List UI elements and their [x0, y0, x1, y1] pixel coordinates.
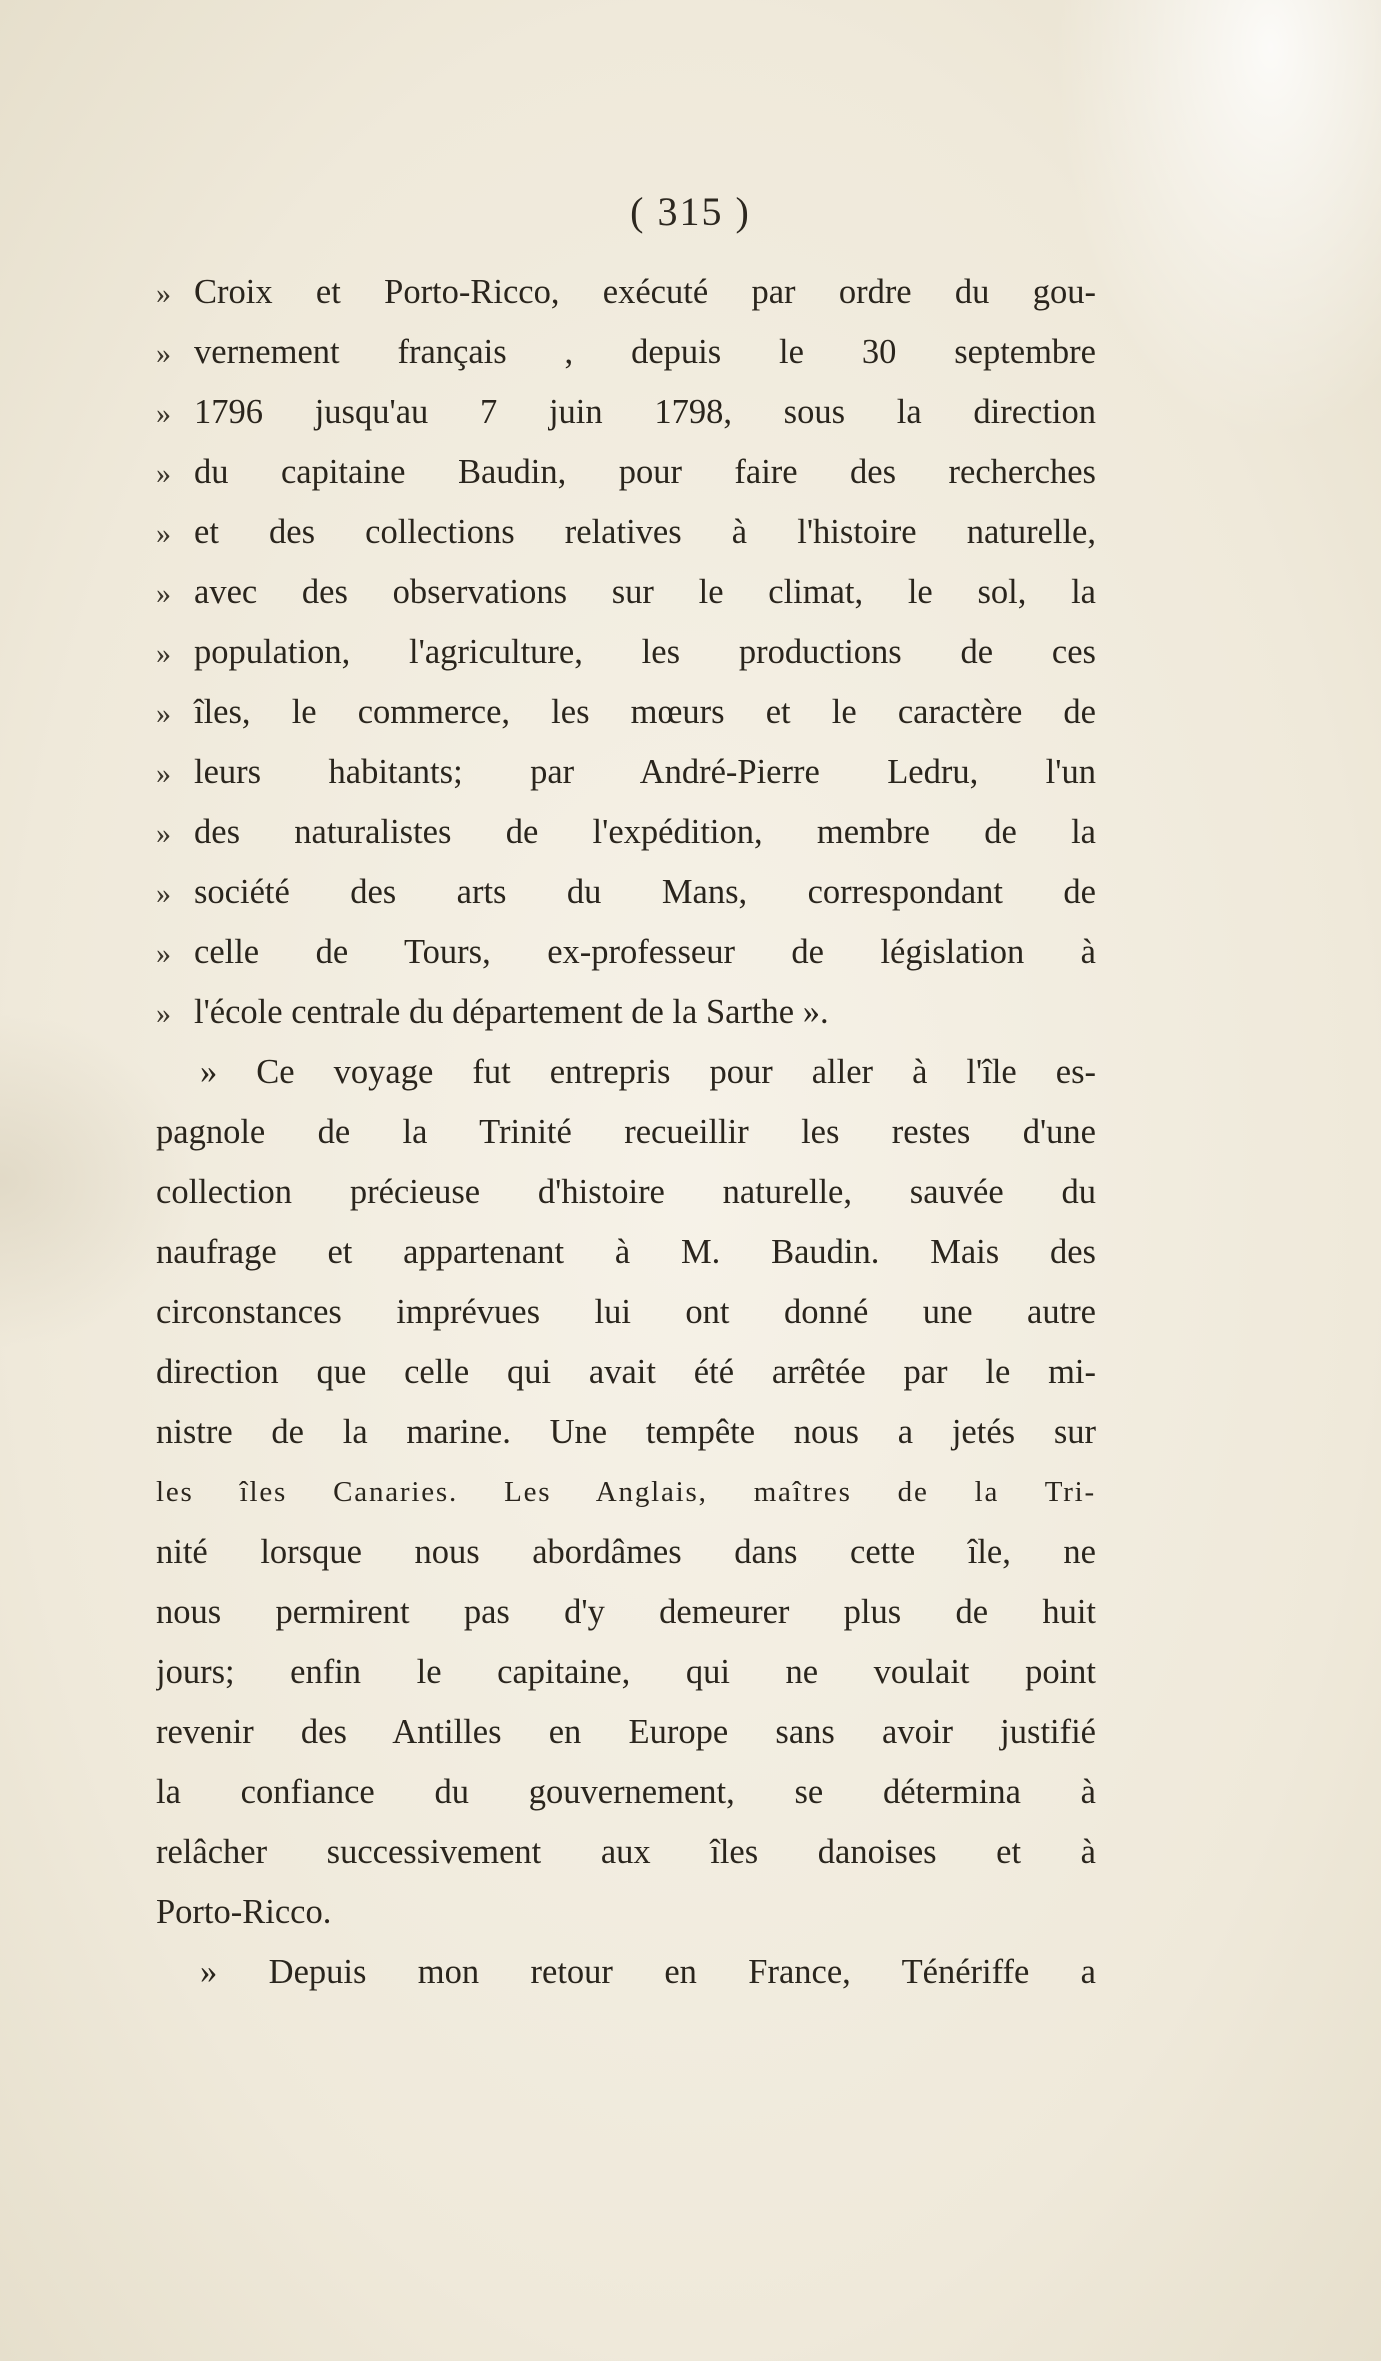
- quoted-line: [156, 262, 1096, 322]
- page-text: [156, 262, 1096, 2002]
- quote-mark: »: [156, 637, 171, 670]
- paragraph-line: jours; enfin le capitaine, qui ne voulait point: [156, 1653, 1096, 1691]
- paragraph-line: revenir des Antilles en Europe sans avoir justifié: [156, 1713, 1096, 1751]
- paragraph-line: collection précieuse d'histoire naturelle, sauvée du: [156, 1173, 1096, 1211]
- quoted-line: [156, 862, 1096, 922]
- quote-mark: »: [156, 877, 171, 910]
- quoted-line: [156, 922, 1096, 982]
- quoted-line: [156, 622, 1096, 682]
- quoted-line-text: celle de Tours, ex-professeur de législation à: [194, 933, 1096, 971]
- quote-mark: »: [156, 697, 171, 730]
- quoted-line: [156, 322, 1096, 382]
- quote-mark: »: [156, 817, 171, 850]
- quote-mark: »: [156, 457, 171, 490]
- quoted-line-text: leurs habitants; par André-Pierre Ledru, l'un: [194, 753, 1096, 791]
- quoted-line-text: l'école centrale du département de la Sarthe ».: [194, 993, 829, 1031]
- quote-mark: »: [156, 337, 171, 370]
- page-number: ( 315 ): [630, 189, 751, 234]
- quote-mark: »: [156, 997, 171, 1030]
- paragraph-line: direction que celle qui avait été arrêtée par le mi-: [156, 1353, 1096, 1391]
- quoted-line-text: société des arts du Mans, correspondant de: [194, 873, 1096, 911]
- quoted-line-text: avec des observations sur le climat, le sol, la: [194, 573, 1096, 611]
- quote-mark: »: [156, 937, 171, 970]
- quote-mark: »: [156, 397, 171, 430]
- paragraph-line: nistre de la marine. Une tempête nous a jetés sur: [156, 1413, 1096, 1451]
- paragraph-line: nous permirent pas d'y demeurer plus de huit: [156, 1593, 1096, 1631]
- paragraph-line: Porto-Ricco.: [156, 1893, 332, 1931]
- quoted-line-text: Croix et Porto-Ricco, exécuté par ordre du gou-: [194, 273, 1096, 311]
- paragraph-line: relâcher successivement aux îles danoises et à: [156, 1833, 1096, 1871]
- quoted-line-text: population, l'agriculture, les productions de ces: [194, 633, 1096, 671]
- quote-mark: »: [156, 757, 171, 790]
- quoted-line-text: et des collections relatives à l'histoire naturelle,: [194, 513, 1096, 551]
- paragraph-line: pagnole de la Trinité recueillir les restes d'une: [156, 1113, 1096, 1151]
- quoted-line-text: des naturalistes de l'expédition, membre de la: [194, 813, 1096, 851]
- quoted-line: [156, 502, 1096, 562]
- quoted-line: [156, 802, 1096, 862]
- paragraph-line: nité lorsque nous abordâmes dans cette île, ne: [156, 1533, 1096, 1571]
- quoted-line: [156, 682, 1096, 742]
- quoted-line: [156, 442, 1096, 502]
- quote-mark: »: [156, 517, 171, 550]
- quoted-line: [156, 562, 1096, 622]
- quote-mark: »: [156, 277, 171, 310]
- quoted-line-text: îles, le commerce, les mœurs et le caractère de: [194, 693, 1096, 731]
- quoted-line: [156, 382, 1096, 442]
- paragraph-line: naufrage et appartenant à M. Baudin. Mais des: [156, 1233, 1096, 1271]
- quoted-line: [156, 742, 1096, 802]
- paragraph-line: les îles Canaries. Les Anglais, maîtres de la Tri-: [156, 1476, 1096, 1508]
- paragraph-line: la confiance du gouvernement, se détermina à: [156, 1773, 1096, 1811]
- quoted-line-text: 1796 jusqu'au 7 juin 1798, sous la direction: [194, 393, 1096, 431]
- paragraph-line: » Ce voyage fut entrepris pour aller à l'île es-: [200, 1053, 1096, 1091]
- quote-mark: »: [156, 577, 171, 610]
- paragraph-line: circonstances imprévues lui ont donné une autre: [156, 1293, 1096, 1331]
- quoted-line-text: vernement français , depuis le 30 septembre: [194, 333, 1096, 371]
- quoted-line: [156, 982, 1096, 1042]
- quoted-line-text: du capitaine Baudin, pour faire des recherches: [194, 453, 1096, 491]
- paragraph-line: » Depuis mon retour en France, Ténériffe a: [200, 1953, 1096, 1991]
